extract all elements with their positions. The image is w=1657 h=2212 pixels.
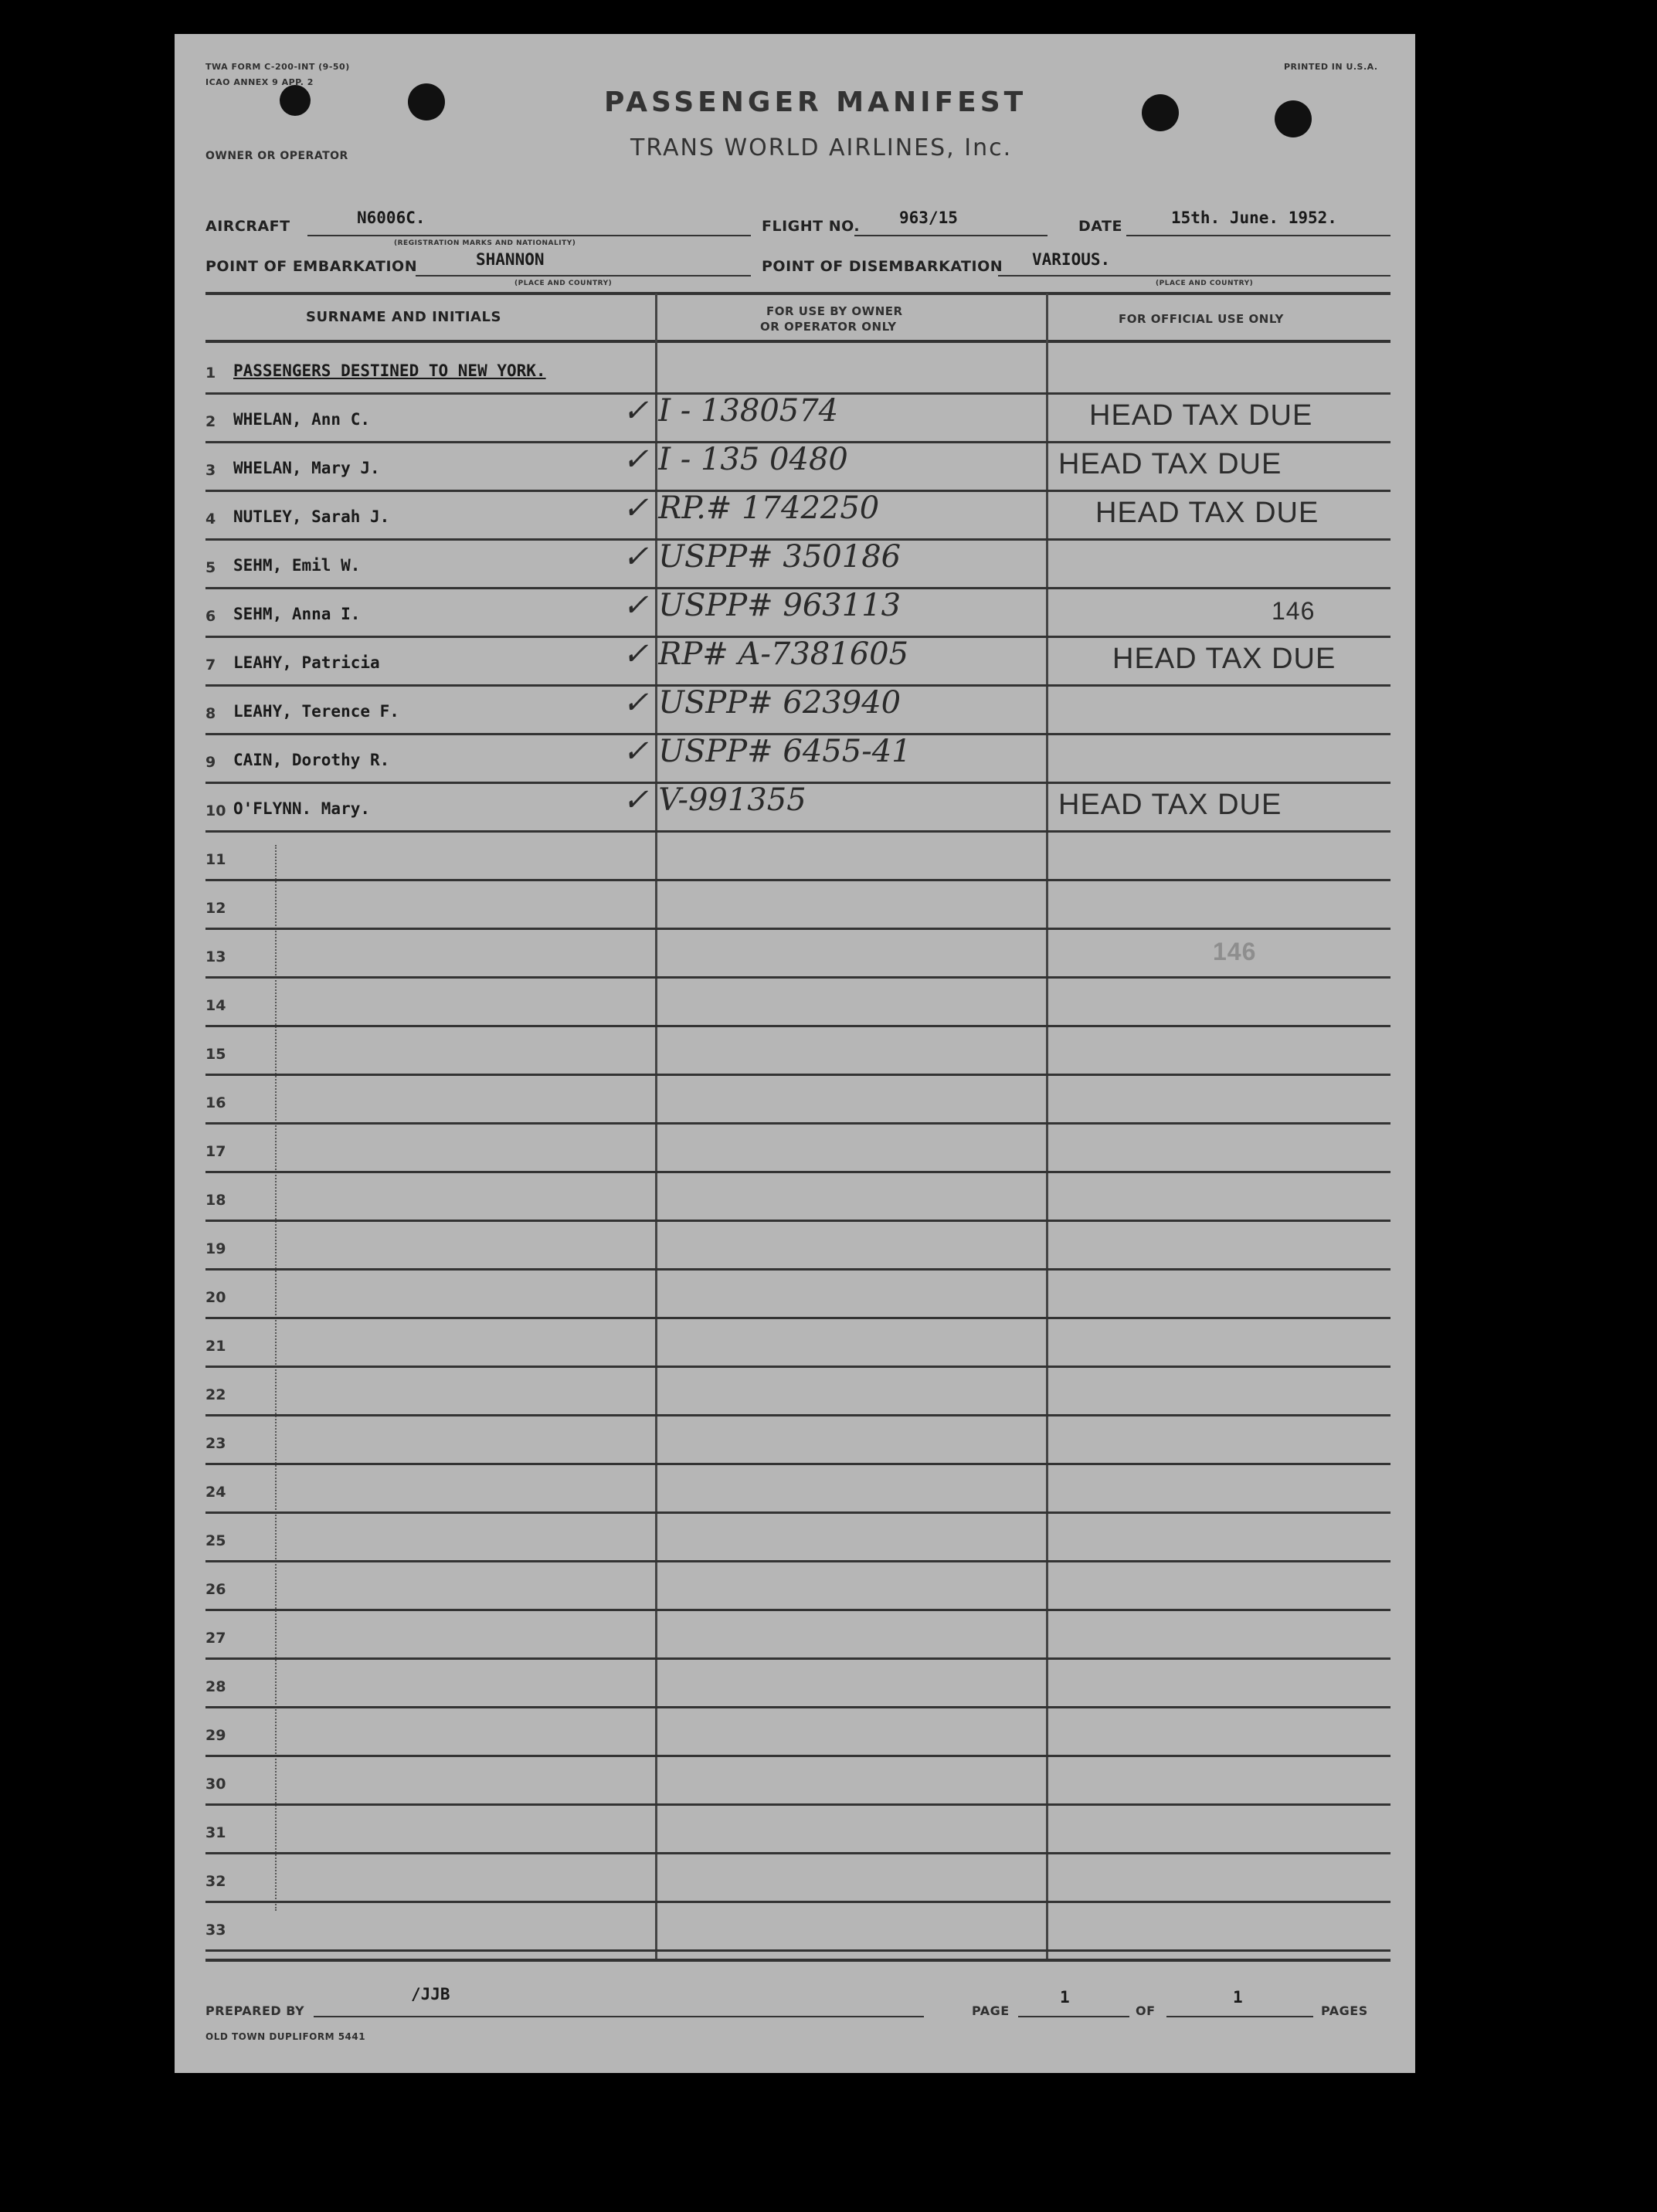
table-row	[175, 1222, 1415, 1271]
document-number: ✓ RP# A-7381605	[623, 636, 909, 672]
table-row	[175, 1465, 1415, 1514]
document-number: ✓ RP.# 1742250	[623, 490, 880, 526]
official-note: 146	[1213, 938, 1257, 965]
page-label: PAGE	[972, 2003, 1010, 2018]
official-note: 146	[1272, 597, 1316, 625]
table-row	[175, 784, 1415, 833]
punch-hole	[280, 85, 311, 116]
table-row	[175, 1514, 1415, 1562]
document-number: ✓ USPP# 6455-41	[623, 734, 912, 769]
disembark-label: POINT OF DISEMBARKATION	[762, 258, 1003, 275]
official-note: HEAD TAX DUE	[1058, 448, 1282, 480]
table-row	[175, 1125, 1415, 1173]
row-number: 23	[205, 1435, 226, 1452]
row-number: 25	[205, 1532, 226, 1549]
row-number: 3	[205, 462, 216, 479]
row-number: 21	[205, 1338, 226, 1355]
row-number: 27	[205, 1630, 226, 1647]
table-row	[175, 443, 1415, 492]
passenger-name: SEHM, Anna I.	[233, 605, 361, 623]
row-number: 6	[205, 608, 216, 625]
row-number: 26	[205, 1581, 226, 1598]
form-code: TWA FORM C-200-INT (9-50)	[205, 62, 350, 72]
document-number: ✓ USPP# 623940	[623, 685, 902, 721]
passenger-name: PASSENGERS DESTINED TO NEW YORK.	[233, 361, 546, 380]
row-number: 12	[205, 900, 226, 917]
table-row	[175, 735, 1415, 784]
aircraft-label: AIRCRAFT	[205, 218, 290, 235]
passenger-name: O'FLYNN. Mary.	[233, 799, 371, 818]
table-row	[175, 1806, 1415, 1854]
printed-note: PRINTED IN U.S.A.	[1284, 62, 1378, 72]
table-row	[175, 1027, 1415, 1076]
airline-name: TRANS WORLD AIRLINES, Inc.	[630, 134, 1013, 161]
table-row	[175, 1903, 1415, 1952]
table-row	[175, 1173, 1415, 1222]
table-row	[175, 687, 1415, 735]
passenger-name: SEHM, Emil W.	[233, 556, 361, 575]
registration-note: (REGISTRATION MARKS AND NATIONALITY)	[394, 239, 576, 247]
table-row	[175, 1660, 1415, 1708]
of-label: OF	[1136, 2003, 1156, 2018]
row-number: 10	[205, 802, 226, 819]
col-owner-header-2: OR OPERATOR ONLY	[760, 320, 897, 334]
flight-label: FLIGHT NO.	[762, 218, 861, 235]
table-row	[175, 1757, 1415, 1806]
table-row	[175, 589, 1415, 638]
row-number: 2	[205, 413, 216, 430]
prepared-value: /JJB	[411, 1985, 450, 2003]
official-note: HEAD TAX DUE	[1112, 643, 1336, 675]
row-number: 13	[205, 948, 226, 965]
page-value: 1	[1060, 1988, 1070, 2007]
table-row	[175, 881, 1415, 930]
document-number: ✓ I - 1380574	[623, 393, 839, 429]
table-row	[175, 1319, 1415, 1368]
form-annex: ICAO ANNEX 9 APP. 2	[205, 77, 314, 87]
passenger-name: WHELAN, Ann C.	[233, 410, 371, 429]
table-row	[175, 638, 1415, 687]
date-label: DATE	[1078, 218, 1122, 235]
embark-value: SHANNON	[476, 250, 545, 269]
pages-label: PAGES	[1321, 2003, 1368, 2018]
embark-label: POINT OF EMBARKATION	[205, 258, 418, 275]
document-number: ✓ I - 135 0480	[623, 442, 848, 477]
col-official-header: FOR OFFICIAL USE ONLY	[1119, 312, 1284, 326]
date-value: 15th. June. 1952.	[1171, 209, 1337, 227]
document-number: ✓ V-991355	[623, 782, 806, 818]
official-note: HEAD TAX DUE	[1058, 789, 1282, 821]
manifest-sheet	[175, 34, 1415, 2073]
passenger-name: LEAHY, Patricia	[233, 653, 380, 672]
page-title: PASSENGER MANIFEST	[604, 87, 1027, 118]
row-number: 1	[205, 365, 216, 382]
official-note: HEAD TAX DUE	[1089, 399, 1313, 432]
of-value: 1	[1233, 1988, 1243, 2007]
document-number: ✓ USPP# 963113	[623, 588, 902, 623]
flight-value: 963/15	[899, 209, 958, 227]
row-number: 4	[205, 511, 216, 528]
row-divider	[205, 1949, 1390, 1952]
embark-note: (PLACE AND COUNTRY)	[514, 280, 613, 287]
disembark-note: (PLACE AND COUNTRY)	[1156, 280, 1254, 287]
table-row	[175, 833, 1415, 881]
row-number: 11	[205, 851, 226, 868]
col-owner-header-1: FOR USE BY OWNER	[766, 304, 903, 318]
row-number: 22	[205, 1386, 226, 1403]
col-surname-header: SURNAME AND INITIALS	[306, 309, 501, 325]
table-row	[175, 1368, 1415, 1416]
row-number: 24	[205, 1484, 226, 1501]
row-number: 15	[205, 1046, 226, 1063]
footer-form-code: OLD TOWN DUPLIFORM 5441	[205, 2031, 366, 2042]
row-number: 9	[205, 754, 216, 771]
row-number: 17	[205, 1143, 226, 1160]
row-number: 33	[205, 1922, 226, 1939]
official-note: HEAD TAX DUE	[1095, 497, 1319, 529]
row-number: 14	[205, 997, 226, 1014]
row-number: 16	[205, 1094, 226, 1111]
punch-hole	[408, 83, 445, 120]
row-number: 29	[205, 1727, 226, 1744]
table-row	[175, 1611, 1415, 1660]
table-row	[175, 1416, 1415, 1465]
table-row	[175, 1562, 1415, 1611]
table-row	[175, 979, 1415, 1027]
row-number: 32	[205, 1873, 226, 1890]
row-number: 19	[205, 1240, 226, 1257]
punch-hole	[1275, 100, 1312, 137]
table-row	[175, 1271, 1415, 1319]
table-row	[175, 1076, 1415, 1125]
row-number: 31	[205, 1824, 226, 1841]
table-row	[175, 1854, 1415, 1903]
row-number: 7	[205, 656, 216, 673]
owner-label: OWNER OR OPERATOR	[205, 150, 348, 162]
table-row	[175, 930, 1415, 979]
document-number: ✓ USPP# 350186	[623, 539, 902, 575]
table-row	[175, 395, 1415, 443]
table-row	[175, 541, 1415, 589]
punch-hole	[1142, 94, 1179, 131]
row-number: 30	[205, 1776, 226, 1793]
disembark-value: VARIOUS.	[1032, 250, 1111, 269]
table-row	[175, 1708, 1415, 1757]
row-number: 5	[205, 559, 216, 576]
passenger-name: WHELAN, Mary J.	[233, 459, 380, 477]
aircraft-value: N6006C.	[357, 209, 426, 227]
table-row	[175, 346, 1415, 395]
table-row	[175, 492, 1415, 541]
passenger-name: LEAHY, Terence F.	[233, 702, 399, 721]
passenger-name: NUTLEY, Sarah J.	[233, 507, 390, 526]
row-number: 8	[205, 705, 216, 722]
row-number: 20	[205, 1289, 226, 1306]
prepared-label: PREPARED BY	[205, 2003, 305, 2018]
row-number: 28	[205, 1678, 226, 1695]
row-number: 18	[205, 1192, 226, 1209]
passenger-name: CAIN, Dorothy R.	[233, 751, 390, 769]
